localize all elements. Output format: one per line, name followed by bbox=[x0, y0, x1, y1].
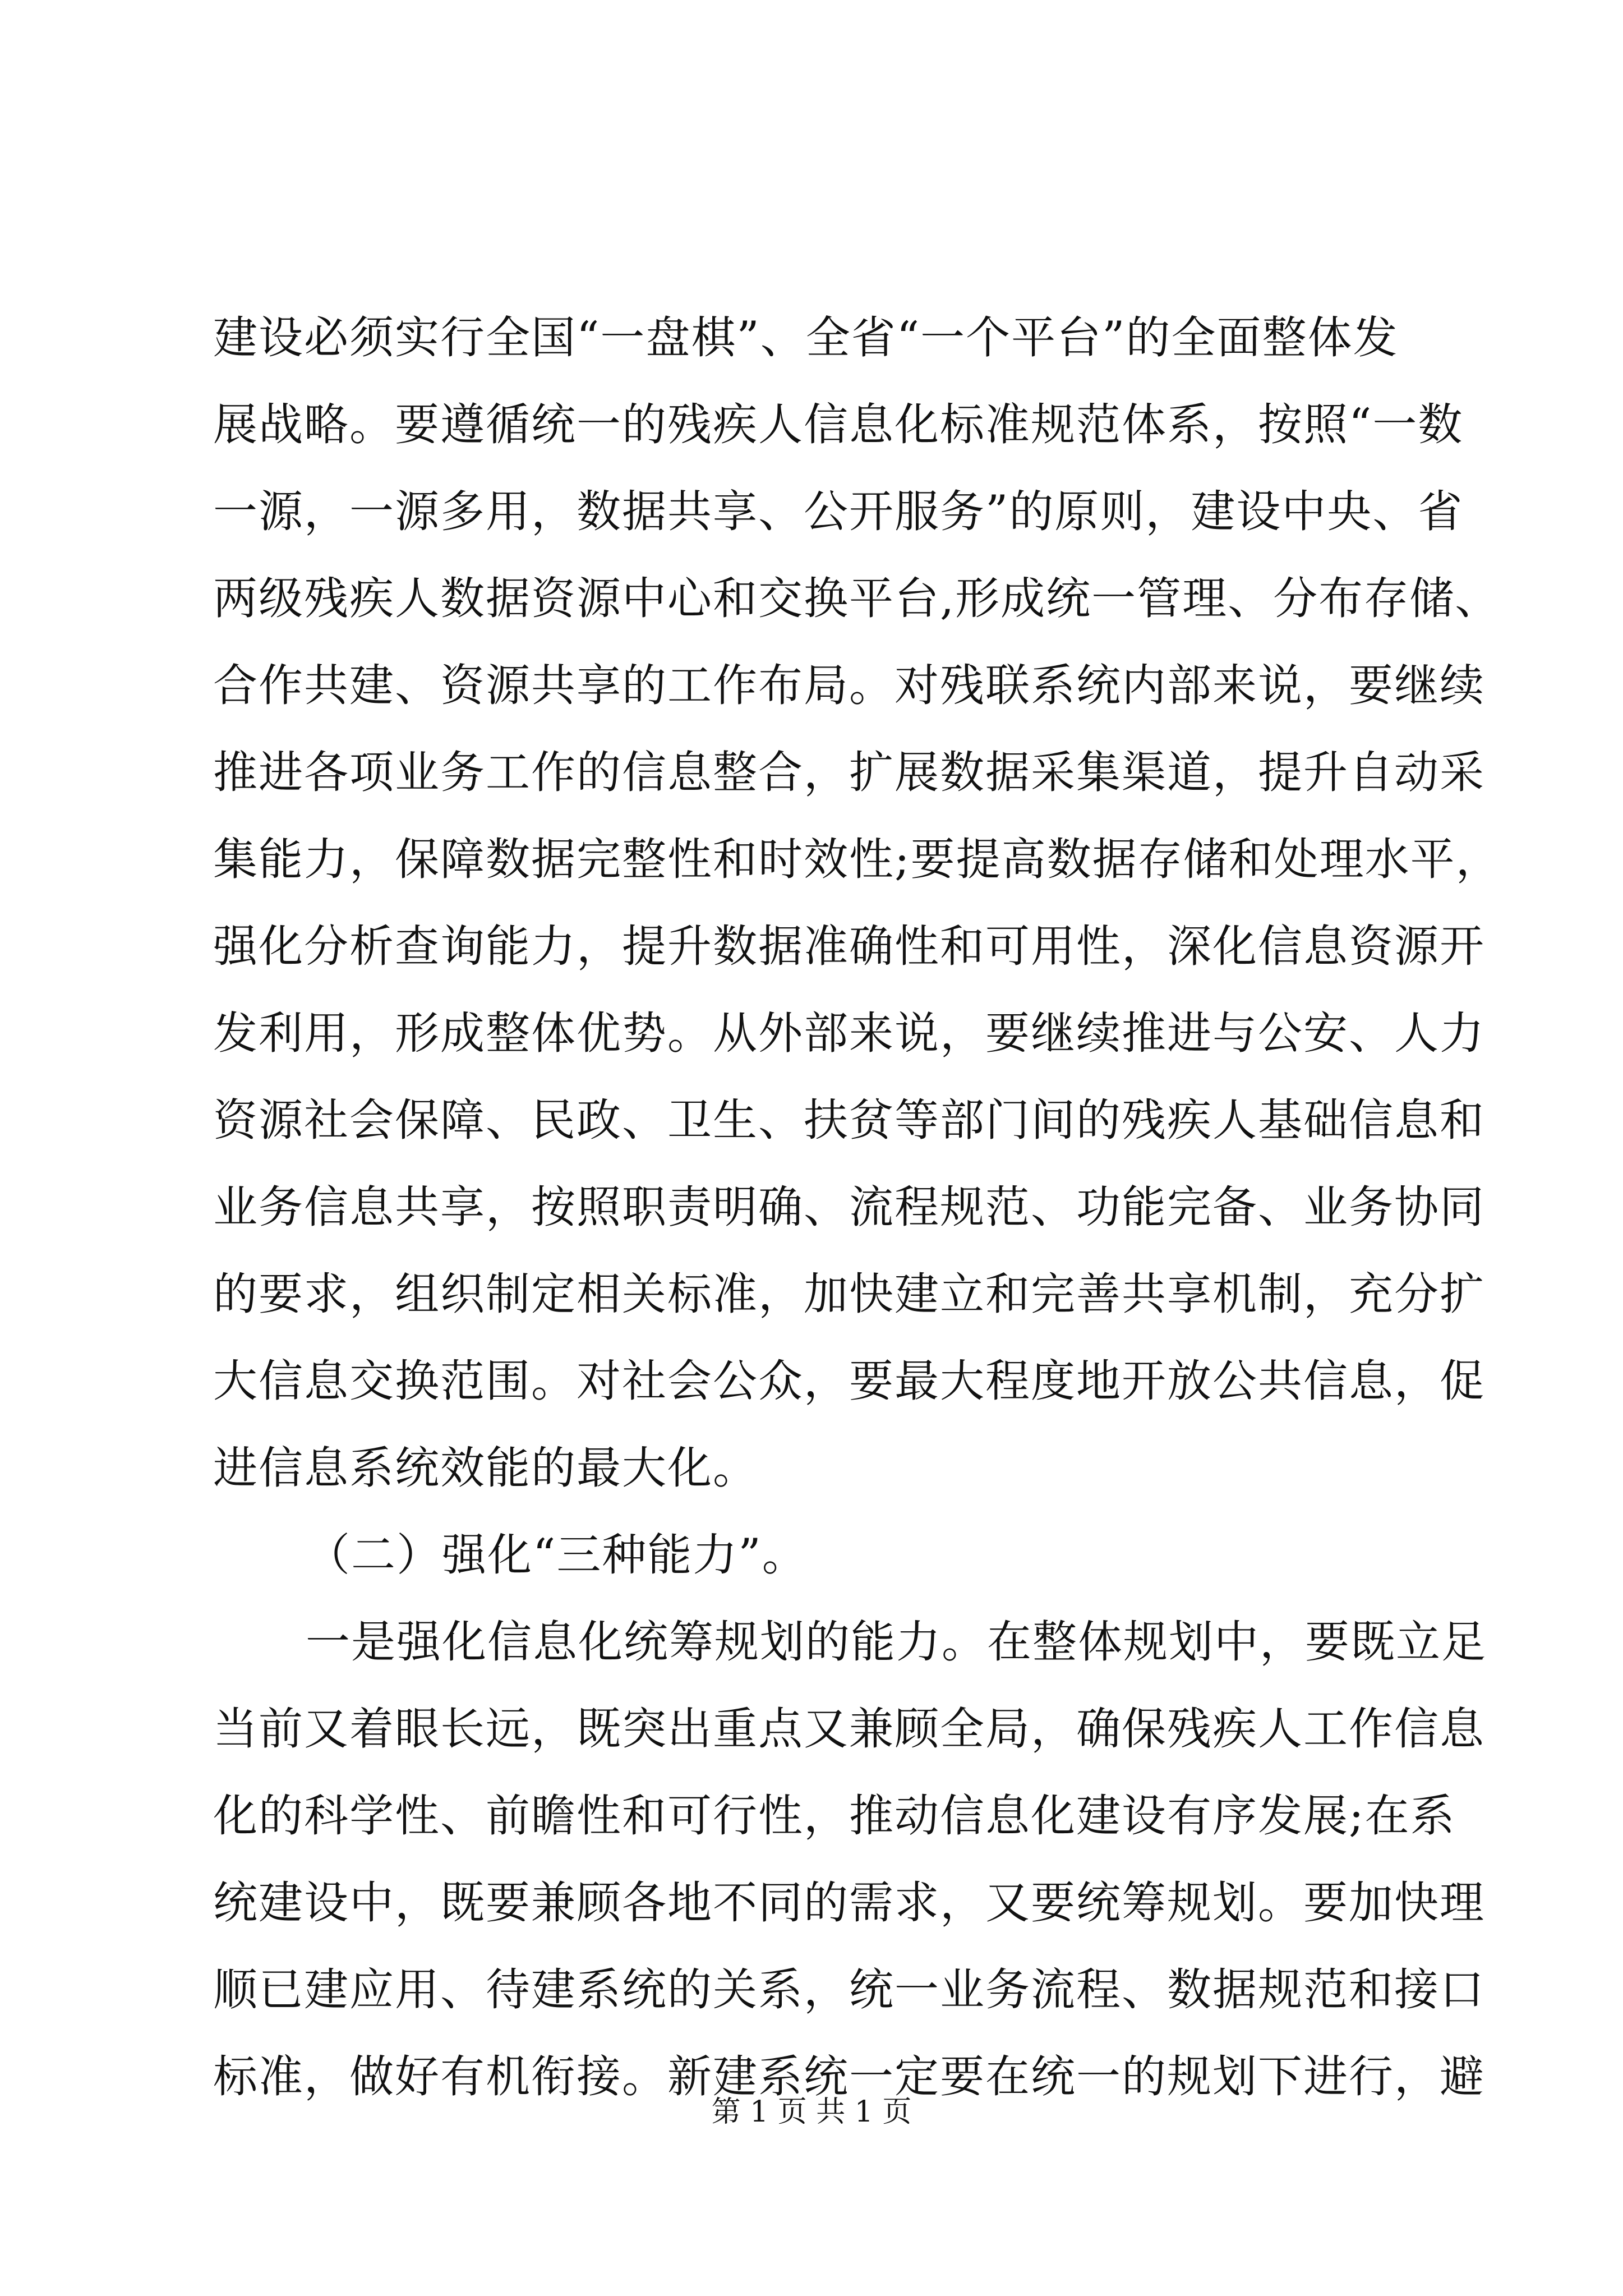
page-footer bbox=[0, 2090, 1623, 2134]
text-line: 集能力，保障数据完整性和时效性;要提高数据存储和处理水平， bbox=[213, 834, 1501, 885]
text-line: 统建设中，既要兼顾各地不同的需求，又要统筹规划。要加快理 bbox=[213, 1877, 1485, 1929]
text-line: 建设必须实行全国“一盘棋”、全省“一个平台”的全面整体发 bbox=[213, 312, 1399, 364]
text-line: 的要求，组织制定相关标准，加快建立和完善共享机制，充分扩 bbox=[213, 1268, 1485, 1320]
paragraph-first-line: 一是强化信息化统筹规划的能力。在整体规划中，要既立足 bbox=[306, 1616, 1487, 1668]
text-line: 顺已建应用、待建系统的关系，统一业务流程、数据规范和接口 bbox=[213, 1964, 1485, 2016]
text-line: 当前又着眼长远，既突出重点又兼顾全局，确保残疾人工作信息 bbox=[213, 1703, 1485, 1755]
text-line: 大信息交换范围。对社会公众，要最大程度地开放公共信息，促 bbox=[213, 1355, 1485, 1407]
body-text bbox=[213, 295, 1501, 2120]
text-line: 标准，做好有机衔接。新建系统一定要在统一的规划下进行，避 bbox=[213, 2051, 1485, 2102]
text-line: 两级残疾人数据资源中心和交换平台,形成统一管理、分布存储、 bbox=[213, 573, 1501, 624]
text-line: 展战略。要遵循统一的残疾人信息化标准规范体系，按照“一数 bbox=[213, 399, 1464, 450]
page-number: 第 1 页 共 1 页 bbox=[711, 2095, 912, 2129]
text-line: 业务信息共享，按照职责明确、流程规范、功能完备、业务协同 bbox=[213, 1181, 1485, 1233]
text-line: 发利用，形成整体优势。从外部来说，要继续推进与公安、人力 bbox=[213, 1007, 1485, 1059]
text-line: 推进各项业务工作的信息整合，扩展数据采集渠道，提升自动采 bbox=[213, 747, 1485, 798]
section-heading: （二）强化“三种能力”。 bbox=[306, 1529, 808, 1581]
text-line: 合作共建、资源共享的工作布局。对残联系统内部来说，要继续 bbox=[213, 660, 1485, 711]
text-line: 一源，一源多用，数据共享、公开服务”的原则，建设中央、省 bbox=[213, 486, 1464, 537]
text-line: 强化分析查询能力，提升数据准确性和可用性，深化信息资源开 bbox=[213, 921, 1485, 972]
text-line: 化的科学性、前瞻性和可行性，推动信息化建设有序发展;在系 bbox=[213, 1790, 1456, 1842]
text-line: 资源社会保障、民政、卫生、扶贫等部门间的残疾人基础信息和 bbox=[213, 1094, 1485, 1146]
text-line: 进信息系统效能的最大化。 bbox=[213, 1442, 758, 1494]
